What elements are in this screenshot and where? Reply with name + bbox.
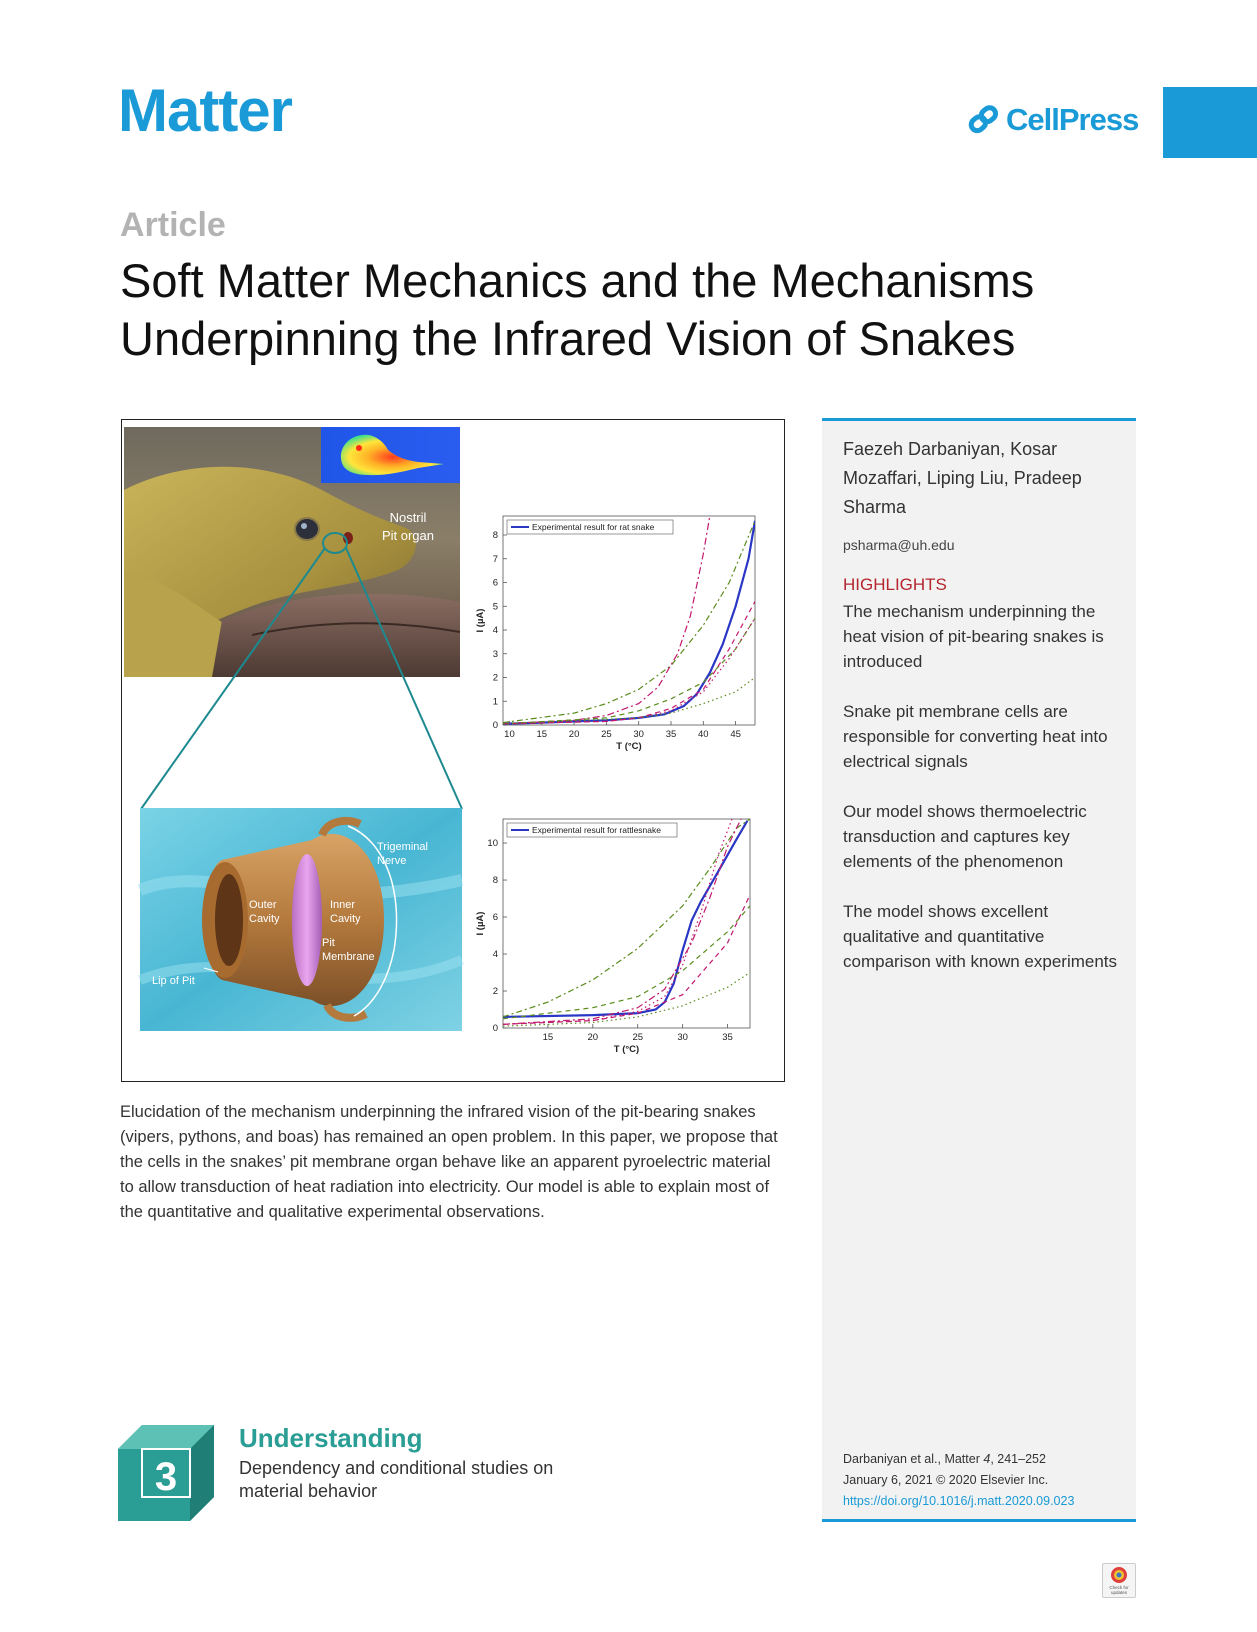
highlights-list bbox=[843, 599, 1128, 999]
citation-volume: 4 bbox=[983, 1452, 991, 1466]
label-inner-1: Inner bbox=[330, 899, 356, 911]
y-tick-label: 0 bbox=[492, 720, 498, 731]
plot-area bbox=[503, 819, 750, 1028]
citation-block bbox=[843, 1449, 1074, 1512]
y-tick-label: 2 bbox=[492, 986, 498, 998]
y-axis-label: I (µA) bbox=[475, 911, 486, 936]
y-tick-label: 3 bbox=[492, 648, 498, 660]
x-axis-label: T (°C) bbox=[616, 741, 642, 752]
article-type-label: Article bbox=[120, 206, 226, 244]
cube-icon bbox=[118, 1425, 216, 1523]
snake-photo bbox=[124, 427, 460, 677]
y-tick-label: 8 bbox=[492, 875, 498, 887]
y-tick-label: 7 bbox=[492, 553, 498, 565]
y-tick-label: 2 bbox=[492, 672, 498, 684]
x-tick-label: 35 bbox=[665, 729, 677, 740]
crossmark-text-2: updates bbox=[1110, 1590, 1128, 1595]
crossmark-icon bbox=[1103, 1564, 1135, 1597]
graphical-abstract bbox=[121, 419, 785, 1082]
progress-title: Understanding bbox=[239, 1423, 423, 1453]
legend-label: Experimental result for rattlesnake bbox=[532, 825, 661, 835]
y-tick-label: 0 bbox=[492, 1023, 498, 1034]
abstract-text: Elucidation of the mechanism underpinning the infrared vision of the pit-bearing snakes (vipers, pythons, and boas) has remained an open problem. In this paper, we propose that the cells in the snakes’ pit membrane organ behave like an apparent pyroelectric material to allow transduction of heat radiation into electricity. Our model is able to explain most of the quantitative and qualitative experimental observations. bbox=[120, 1103, 778, 1221]
y-tick-label: 4 bbox=[492, 625, 498, 636]
rat-snake-chart bbox=[475, 516, 755, 752]
graphical-abstract-svg bbox=[122, 420, 786, 1083]
x-tick-label: 30 bbox=[677, 1032, 688, 1043]
doi-link[interactable]: https://doi.org/10.1016/j.matt.2020.09.023 bbox=[843, 1494, 1075, 1508]
badge-number: 3 bbox=[154, 1455, 178, 1499]
label-outer-1: Outer bbox=[249, 899, 277, 911]
x-tick-label: 40 bbox=[698, 729, 709, 740]
journal-logo[interactable]: Matter bbox=[118, 77, 293, 144]
label-pit-organ: Pit organ bbox=[381, 528, 435, 543]
y-axis-label: I (µA) bbox=[475, 608, 486, 633]
progress-badge bbox=[118, 1425, 216, 1528]
y-tick-label: 1 bbox=[492, 696, 498, 708]
label-nostril: Nostril bbox=[389, 510, 427, 525]
y-tick-label: 5 bbox=[492, 601, 498, 613]
x-tick-label: 10 bbox=[504, 729, 515, 740]
pit-organ-diagram bbox=[140, 808, 462, 1031]
x-tick-label: 15 bbox=[542, 1032, 554, 1043]
blue-corner-tab bbox=[1163, 87, 1257, 158]
x-tick-label: 20 bbox=[568, 729, 580, 740]
highlight-item: The model shows excellent qualitative and quantitative comparison with known experiments bbox=[843, 902, 1118, 971]
label-pit-2: Membrane bbox=[322, 951, 375, 963]
x-tick-label: 25 bbox=[632, 1032, 644, 1043]
label-inner-2: Cavity bbox=[330, 913, 361, 925]
citation-journal: Darbaniyan et al., Matter bbox=[843, 1452, 984, 1466]
label-outer-2: Cavity bbox=[249, 913, 280, 925]
y-tick-label: 4 bbox=[492, 949, 498, 961]
cellpress-logo[interactable] bbox=[968, 102, 1138, 138]
cellpress-icon bbox=[968, 105, 1000, 135]
citation-line-1 bbox=[843, 1449, 1074, 1470]
x-axis-label: T (°C) bbox=[613, 1044, 640, 1055]
label-trigeminal-2: Nerve bbox=[377, 855, 407, 867]
x-tick-label: 20 bbox=[587, 1032, 599, 1043]
highlight-item: Snake pit membrane cells are responsible for converting heat into electrical signals bbox=[843, 702, 1108, 771]
y-tick-label: 6 bbox=[492, 577, 498, 589]
highlight-item: Our model shows thermoelectric transduction and captures key elements of the phenomenon bbox=[843, 802, 1087, 871]
legend-label: Experimental result for rat snake bbox=[532, 522, 655, 532]
crossmark-text-1: Check for bbox=[1109, 1585, 1129, 1590]
citation-pages: , 241–252 bbox=[990, 1452, 1046, 1466]
citation-line-2: January 6, 2021 © 2020 Elsevier Inc. bbox=[843, 1473, 1049, 1487]
author-list: Faezeh Darbaniyan, Kosar Mozaffari, Liping Liu, Pradeep Sharma bbox=[843, 439, 1082, 517]
label-trigeminal-1: Trigeminal bbox=[377, 841, 428, 853]
corresponding-email[interactable]: psharma@uh.edu bbox=[843, 537, 955, 553]
progress-description: Dependency and conditional studies on material behavior bbox=[239, 1458, 554, 1501]
y-tick-label: 10 bbox=[487, 838, 498, 850]
x-tick-label: 45 bbox=[730, 729, 741, 740]
highlight-item: The mechanism underpinning the heat vision of pit-bearing snakes is introduced bbox=[843, 602, 1104, 671]
cellpress-wordmark: CellPress bbox=[1006, 102, 1139, 137]
x-tick-label: 15 bbox=[536, 729, 548, 740]
label-lip-of-pit: Lip of Pit bbox=[152, 975, 195, 987]
article-title: Soft Matter Mechanics and the Mechanisms Underpinning the Infrared Vision of Snakes bbox=[120, 254, 1035, 365]
y-tick-label: 8 bbox=[492, 530, 498, 541]
x-tick-label: 30 bbox=[633, 729, 644, 740]
y-tick-label: 6 bbox=[492, 912, 498, 924]
label-pit-1: Pit bbox=[322, 937, 335, 949]
sidebar bbox=[822, 418, 1136, 1522]
x-tick-label: 35 bbox=[722, 1032, 733, 1043]
check-for-updates-button[interactable] bbox=[1102, 1563, 1136, 1598]
x-tick-label: 25 bbox=[601, 729, 612, 740]
rattlesnake-chart bbox=[475, 819, 750, 1055]
highlights-heading: HIGHLIGHTS bbox=[843, 575, 947, 594]
